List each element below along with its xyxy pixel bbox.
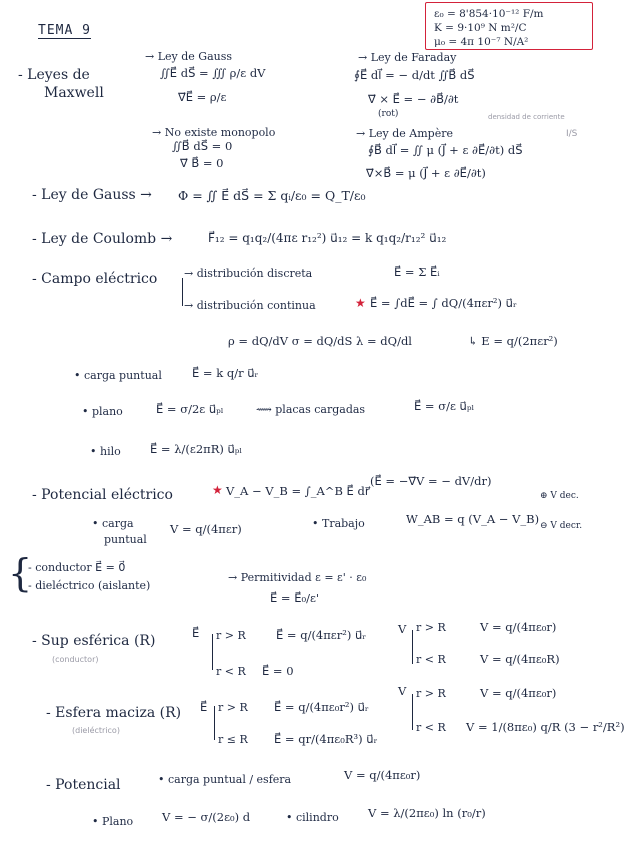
maxwell-label-line1: - Leyes de [18, 67, 90, 83]
current-density-fraction: I/S [566, 129, 578, 139]
solid-sphere-note: (dieléctrico) [72, 726, 120, 735]
monopole-integral-eq: ∬B⃗ dS⃗ = 0 [172, 139, 233, 153]
potential-plane-eq: V = − σ/(2ε₀) d [162, 810, 251, 824]
dielectric-field-eq: E⃗ = E⃗₀/ε' [270, 591, 320, 605]
constant-epsilon: ε₀ = 8'854·10⁻¹² F/m [434, 8, 544, 20]
charged-plates-eq: E⃗ = σ/ε u⃗ₚₗ [414, 399, 475, 413]
constant-k: K = 9·10⁹ N m²/C [434, 22, 527, 34]
sph-V-in-eq: V = 1/(8πε₀) q/R (3 − r²/R²) [466, 720, 625, 734]
gauss-label: - Ley de Gauss → [32, 187, 152, 203]
ampere-differential-eq: ∇⃗×B⃗ = μ (J⃗ + ε ∂E⃗/∂t) [366, 166, 486, 180]
negative-charge-note: ⊖ V decr. [540, 521, 583, 531]
potential-point-sphere-eq: V = q/(4πε₀r) [344, 768, 421, 782]
ss-V-in-eq: V = q/(4πε₀R) [480, 652, 560, 666]
solid-sphere-label: - Esfera maciza (R) [46, 705, 182, 721]
potential-difference-eq: V_A − V_B = ∫_A^B E⃗ dr⃗ [226, 484, 370, 498]
gradient-eq: (E⃗ = −∇⃗V = − dV/dr) [370, 474, 492, 488]
potential-point-sphere-label: • carga puntual / esfera [158, 773, 292, 786]
ss-E-bracket [212, 634, 213, 670]
ampere-title: → Ley de Ampère [356, 127, 453, 140]
plane-label: • plano [82, 405, 123, 418]
sph-E-in-condition: r ≤ R [218, 733, 248, 746]
charge-densities: ρ = dQ/dV σ = dQ/dS λ = dQ/dl [228, 334, 412, 348]
ss-E-in-condition: r < R [216, 665, 246, 678]
star-icon: ★ [355, 296, 366, 310]
sph-V-in-condition: r < R [416, 721, 446, 734]
sph-E-symbol: E⃗ [200, 700, 208, 714]
potential-point-eq: V = q/(4πεr) [170, 522, 242, 536]
star-icon-potential: ★ [212, 483, 223, 497]
faraday-title: → Ley de Faraday [358, 51, 457, 64]
gauss-differential-eq: ∇⃗E⃗ = ρ/ε [178, 90, 227, 104]
gauss-flux-eq: Φ = ∬ E⃗ dS⃗ = Σ qᵢ/ε₀ = Q_T/ε₀ [178, 188, 366, 203]
permittivity-eq: → Permitividad ε = ε' · ε₀ [228, 571, 367, 584]
page-title: TEMA 9 [38, 23, 91, 38]
ss-V-in-condition: r < R [416, 653, 446, 666]
faraday-note: (rot) [378, 109, 399, 119]
ss-E-out-condition: r > R [216, 629, 246, 642]
spherical-surface-label: - Sup esférica (R) [32, 633, 156, 649]
ss-V-out-eq: V = q/(4πε₀r) [480, 620, 557, 634]
point-charge-label: • carga puntual [74, 369, 162, 382]
faraday-differential-eq: ∇⃗ × E⃗ = − ∂B⃗/∂t [368, 92, 459, 106]
potentials-label: - Potencial [46, 777, 121, 793]
ampere-integral-eq: ∮B⃗ dl⃗ = ∬ μ (J⃗ + ε ∂E⃗/∂t) dS⃗ [368, 143, 523, 157]
potential-point-label-line1: • carga [92, 517, 134, 530]
work-label: • Trabajo [312, 517, 365, 530]
ss-E-out-eq: E⃗ = q/(4πεr²) u⃗ᵣ [276, 628, 367, 642]
ss-V-out-condition: r > R [416, 621, 446, 634]
constants-box [425, 2, 593, 50]
sph-E-in-eq: E⃗ = qr/(4πε₀R³) u⃗ᵣ [274, 732, 378, 746]
continuous-distribution: → distribución continua [184, 299, 316, 312]
ss-V-bracket [412, 630, 413, 664]
sph-E-out-eq: E⃗ = q/(4πε₀r²) u⃗ᵣ [274, 700, 369, 714]
point-charge-eq: E⃗ = k q/r u⃗ᵣ [192, 366, 259, 380]
gauss-integral-eq: ∬E⃗ dS⃗ = ∭ ρ/ε dV [160, 66, 266, 80]
ss-E-symbol: E⃗ [192, 626, 200, 640]
work-eq: W_AB = q (V_A − V_B) [406, 512, 540, 526]
dielectric-label: - dieléctrico (aislante) [28, 579, 151, 592]
monopole-differential-eq: ∇⃗ B⃗ = 0 [180, 156, 224, 170]
potential-cylinder-label: • cilindro [286, 811, 339, 824]
positive-charge-note: ⊕ V dec. [540, 491, 579, 501]
maxwell-label-line2: Maxwell [44, 85, 104, 101]
current-density-note: densidad de corriente [488, 113, 565, 121]
coulomb-label: - Ley de Coulomb → [32, 231, 173, 247]
faraday-integral-eq: ∮E⃗ dl⃗ = − d/dt ∬B⃗ dS⃗ [354, 68, 475, 82]
wire-label: • hilo [90, 445, 121, 458]
potential-cylinder-eq: V = λ/(2πε₀) ln (r₀/r) [368, 806, 486, 820]
electric-field-label: - Campo eléctrico [32, 271, 158, 287]
plane-eq: E⃗ = σ/2ε u⃗ₚₗ [156, 402, 224, 416]
sph-E-out-condition: r > R [218, 701, 248, 714]
gauss-law-title: → Ley de Gauss [145, 50, 233, 63]
ss-E-in-eq: E⃗ = 0 [262, 664, 294, 678]
sph-V-symbol: V [398, 684, 407, 698]
sph-V-out-condition: r > R [416, 687, 446, 700]
ss-V-symbol: V [398, 622, 407, 636]
continuous-eq: E⃗ = ∫dE⃗ = ∫ dQ/(4πεr²) u⃗ᵣ [370, 296, 517, 310]
constant-mu: μ₀ = 4π 10⁻⁷ N/A² [434, 36, 529, 48]
materials-brace: { [8, 551, 33, 595]
sph-V-bracket [412, 694, 413, 730]
line-charge-field-eq: ↳ E = q/(2πεr²) [468, 334, 558, 348]
sph-V-out-eq: V = q/(4πε₀r) [480, 686, 557, 700]
monopole-title: → No existe monopolo [152, 126, 276, 139]
spherical-surface-note: (conductor) [52, 655, 99, 664]
coulomb-eq: F⃗₁₂ = q₁q₂/(4πε r₁₂²) u⃗₁₂ = k q₁q₂/r₁₂² u⃗₁₂ [208, 231, 447, 245]
electric-potential-label: - Potencial eléctrico [32, 487, 173, 503]
field-bracket [182, 278, 183, 306]
wire-eq: E⃗ = λ/(ε2πR) u⃗ₚₗ [150, 442, 243, 456]
potential-plane-label: • Plano [92, 815, 134, 828]
conductor-label: - conductor E⃗ = 0⃗ [28, 561, 126, 574]
charged-plates-label: ⟿ placas cargadas [256, 403, 366, 416]
discrete-distribution: → distribución discreta [184, 267, 313, 280]
discrete-eq: E⃗ = Σ E⃗ᵢ [394, 265, 440, 279]
potential-point-label-line2: puntual [104, 533, 147, 546]
sph-E-bracket [214, 706, 215, 740]
